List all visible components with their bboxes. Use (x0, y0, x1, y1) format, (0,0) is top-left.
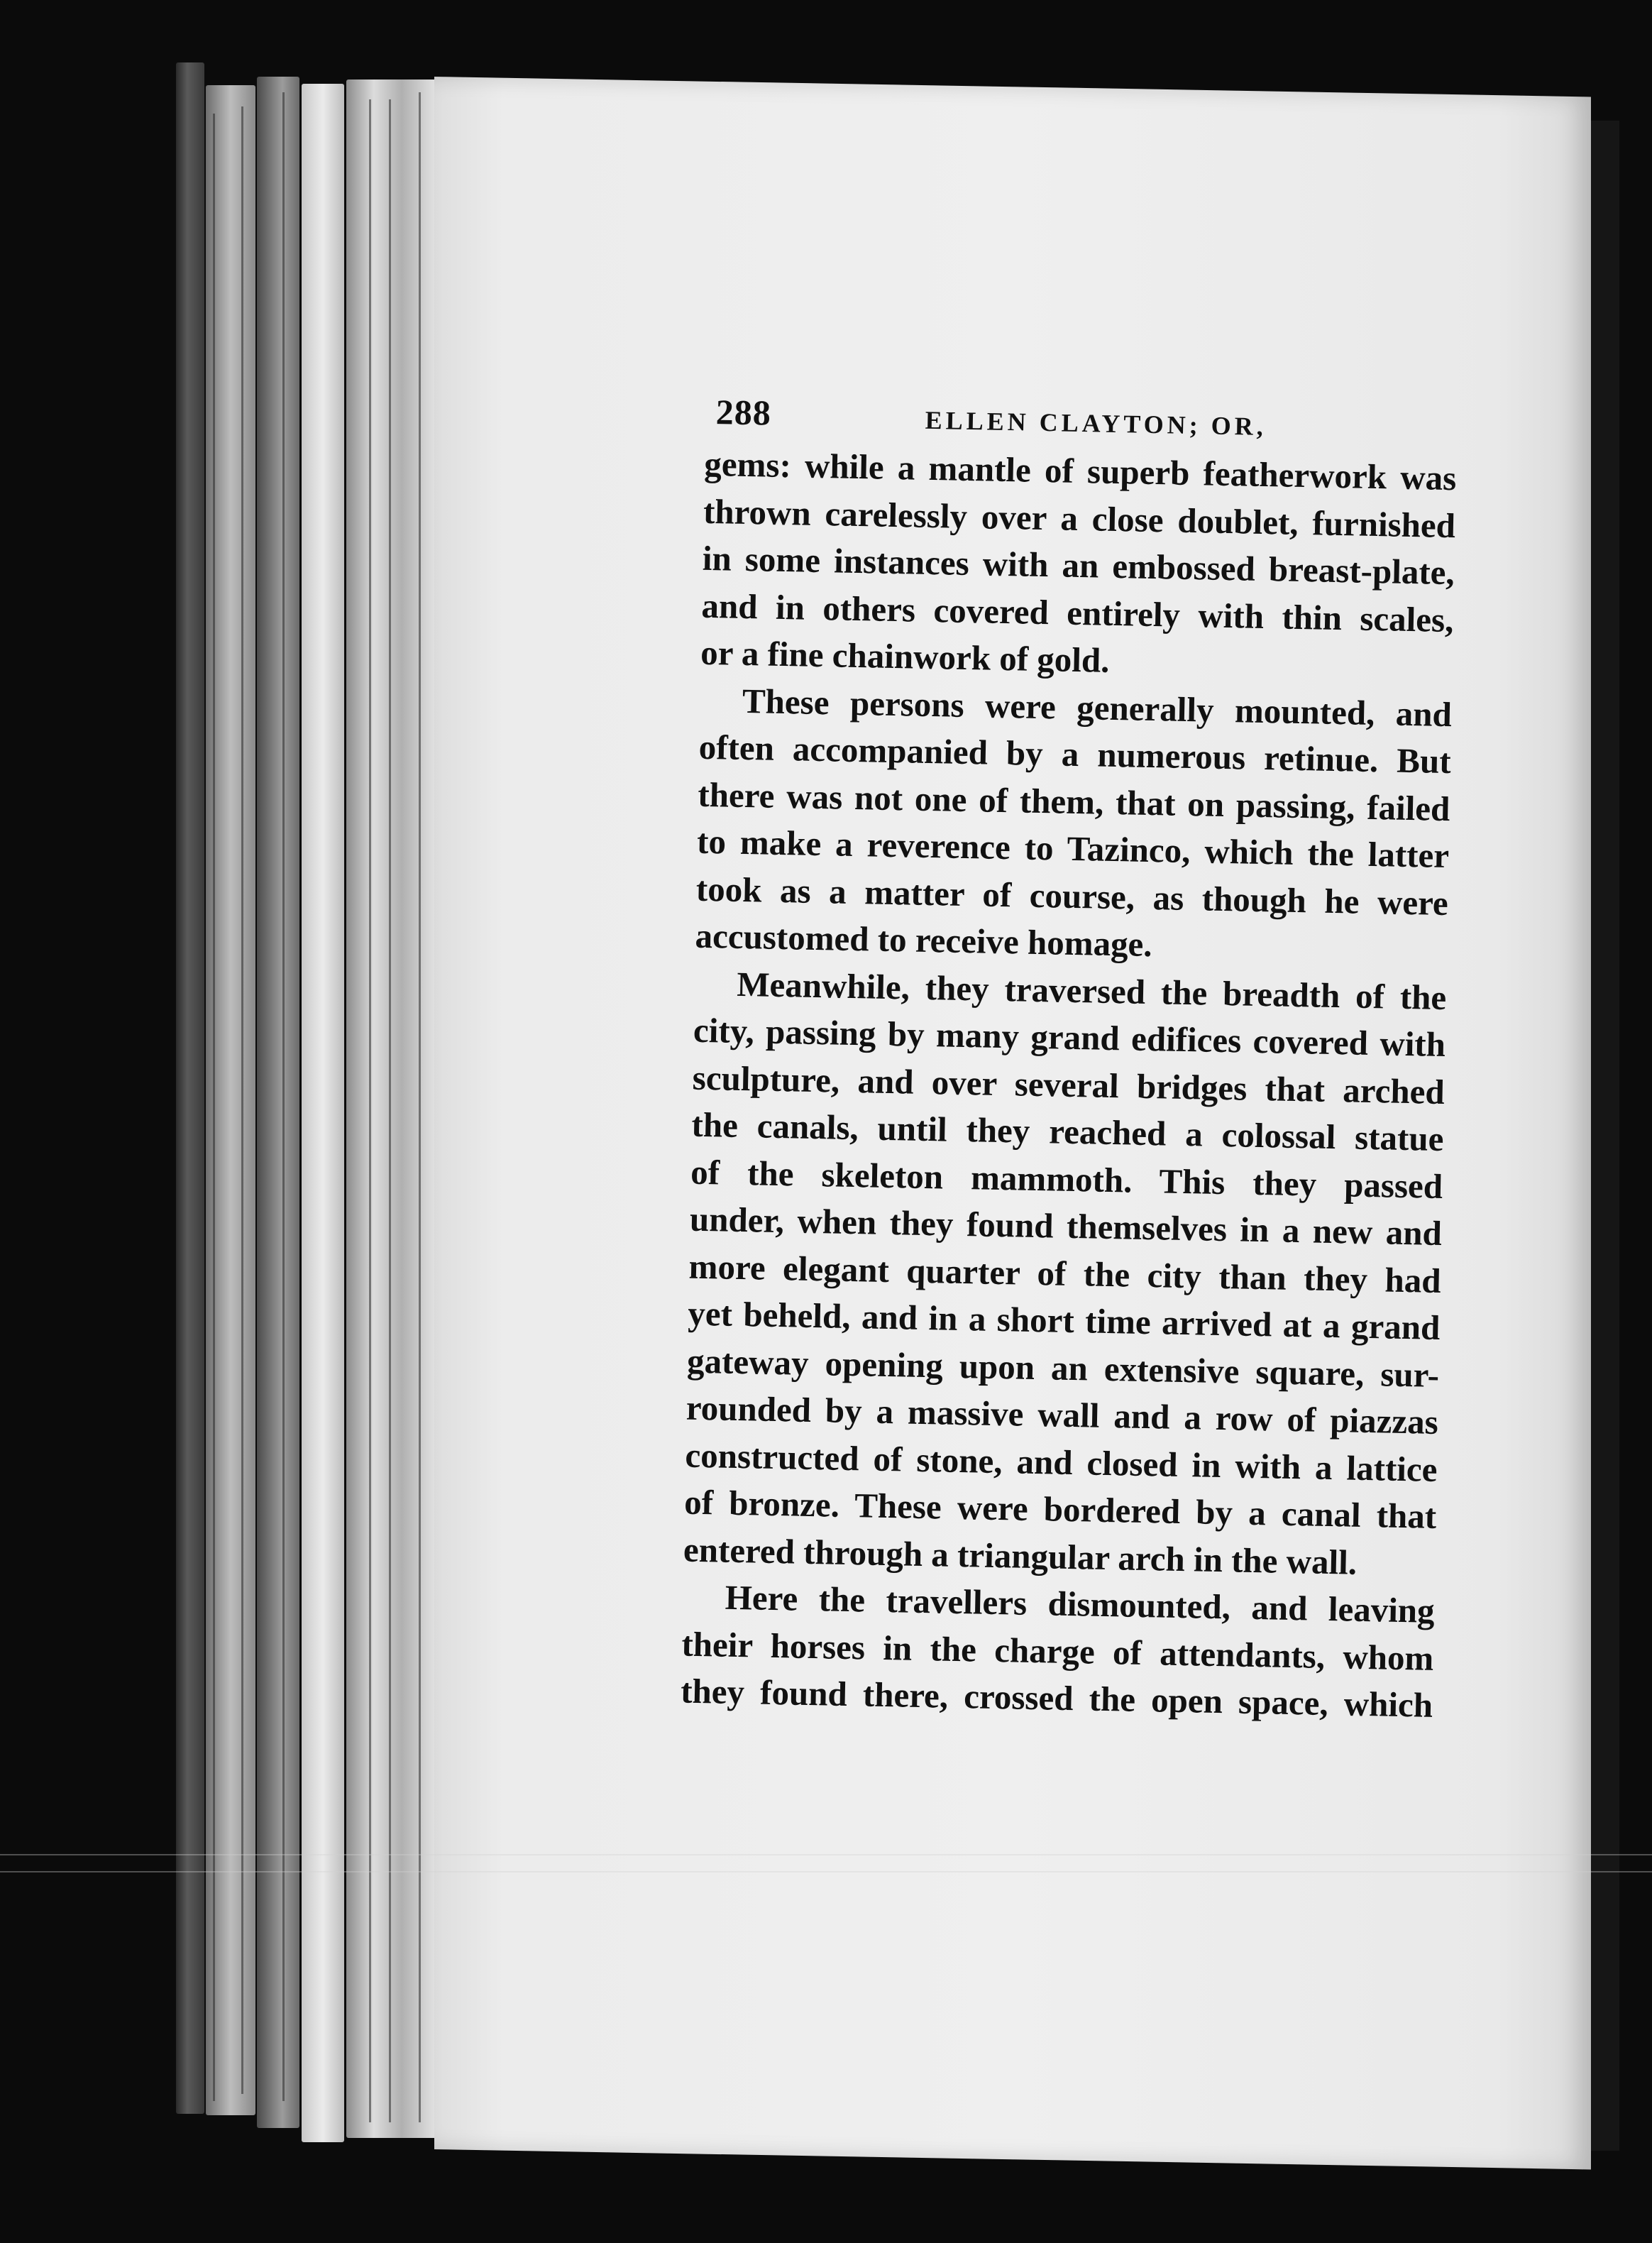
book-edge (346, 79, 439, 2138)
text-line: gateway opening upon an extensive square, sur- (686, 1341, 1440, 1395)
edge-line (282, 92, 285, 2101)
book-edge (176, 62, 204, 2114)
page-number: 288 (715, 392, 772, 433)
text-line: often accompanied by a numerous retinue. But (698, 727, 1452, 782)
edge-line (241, 106, 243, 2094)
text-line: or a fine chainwork of gold. (700, 632, 1110, 680)
text-line: of the skeleton mammoth. This they passed (690, 1152, 1443, 1206)
text-line: took as a matter of course, as though he were (695, 869, 1449, 923)
text-line: Meanwhile, they traversed the breadth of the (736, 964, 1447, 1017)
text-line: sculpture, and over several bridges that arched (692, 1058, 1446, 1112)
text-line: These persons were generally mounted, and (742, 681, 1453, 734)
text-line: there was not one of them, that on passing, failed (697, 774, 1450, 828)
text-line: entered through a triangular arch in the wall. (683, 1530, 1358, 1582)
edge-line (369, 99, 371, 2122)
text-line: constructed of stone, and closed in with a lattice (685, 1435, 1438, 1489)
text-line: thrown carelessly over a close doublet, furnished (703, 491, 1456, 545)
text-line: they found there, crossed the open space, which (680, 1671, 1433, 1725)
edge-line (419, 92, 421, 2122)
scan-artifact-line (0, 1871, 1652, 1872)
text-line: in some instances with an embossed breast-plate, (702, 538, 1455, 593)
edge-line (213, 114, 215, 2101)
book-edge (302, 84, 344, 2142)
text-line: accustomed to receive homage. (695, 916, 1153, 965)
text-line: rounded by a massive wall and a row of piazzas (685, 1388, 1439, 1442)
text-block (649, 369, 1457, 1725)
text-line: city, passing by many grand edifices covered with (693, 1010, 1446, 1065)
book-edge (257, 77, 299, 2128)
edge-line (389, 99, 391, 2122)
running-title: ELLEN CLAYTON; OR, (925, 405, 1267, 442)
body-text (681, 441, 1485, 1730)
text-line: gems: while a mantle of superb featherwork was (703, 444, 1457, 498)
text-line: to make a reverence to Tazinco, which the latter (696, 821, 1450, 876)
page-shadow (1591, 121, 1619, 2151)
text-line: Here the travellers dismounted, and leaving (725, 1577, 1436, 1630)
text-line: and in others covered entirely with thin scales, (701, 586, 1454, 640)
text-line: their horses in the charge of attendants, whom (681, 1624, 1434, 1678)
scan-artifact-line (0, 1854, 1652, 1855)
text-line: the canals, until they reached a colossal statue (691, 1104, 1444, 1159)
text-line: yet beheld, and in a short time arrived at a grand (687, 1293, 1441, 1347)
text-line: under, when they found themselves in a new and (689, 1199, 1443, 1253)
text-line: of bronze. These were bordered by a canal that (683, 1482, 1437, 1536)
text-line: more elegant quarter of the city than they had (688, 1246, 1442, 1300)
